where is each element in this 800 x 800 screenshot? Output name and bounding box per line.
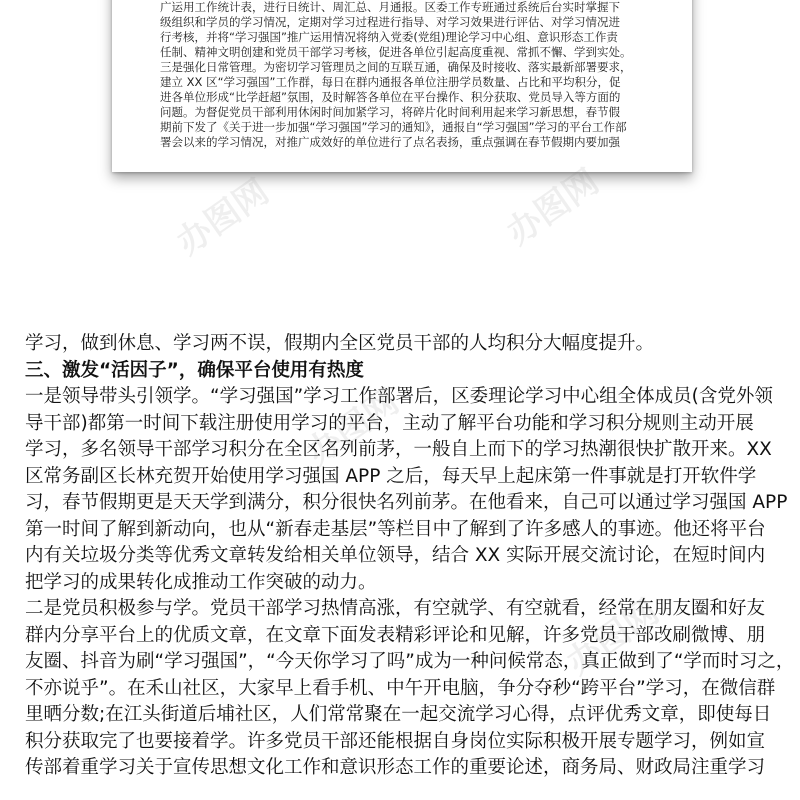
- paragraph-line: 导干部)都第一时间下载注册使用学习的平台，主动了解平台功能和学习积分规则主动开展: [25, 412, 754, 434]
- paragraph-line: 区常务副区长林充贺开始使用学习强国 APP 之后，每天早上起床第一件事就是打开软件学: [25, 465, 757, 487]
- watermark-logo: 办图网: [299, 381, 407, 474]
- paragraph-line: 习，春节假期更是天天学到满分，积分很快名列前茅。在他看来，自己可以通过学习强国 APP: [25, 492, 788, 513]
- document-preview-card: [112, 0, 692, 172]
- preview-line: 级组织和学员的学习情况，定期对学习过程进行指导、对学习效果进行评估、对学习情况进: [160, 15, 620, 29]
- paragraph-line: 把学习的成果转化成推动工作突破的动力。: [25, 571, 377, 593]
- watermark-logo: 办图网: [559, 591, 667, 684]
- paragraph-line: 学习，做到休息、学习两不误，假期内全区党员干部的人均积分大幅度提升。: [25, 333, 655, 354]
- paragraph-line: 群内分享平台上的优质文章，在文章下面发表精彩评论和见解，许多党员干部改刷微博、朋: [25, 624, 766, 646]
- paragraph-line: 学习，多名领导干部学习积分在全区名列前茅，一般自上而下的学习热潮很快扩散开来。XX: [25, 439, 772, 460]
- paragraph-line: 友圈、抖音为刷“学习强国”，“今天你学习了吗”成为一种问候常态，真正做到了“学而时习之，: [25, 651, 795, 672]
- paragraph-line: 传部着重学习关于宣传思想文化工作和意识形态工作的重要论述，商务局、财政局注重学习: [25, 757, 766, 778]
- preview-line: 行考核，并将“学习强国”推广运用情况将纳入党委(党组)理论学习中心组、意识形态工作责: [160, 30, 618, 44]
- preview-line: 任制、精神文明创建和党员干部学习考核，促进各单位引起高度重视、常抓不懈、学到实处。: [160, 45, 632, 59]
- preview-line: 进各单位形成“比学赶超”氛围，及时解答各单位在平台操作、积分获取、党员导入等方面的: [160, 90, 621, 104]
- paragraph-line: 二是党员积极参与学。党员干部学习热情高涨，有空就学、有空就看，经常在朋友圈和好友: [25, 598, 766, 619]
- preview-text-block: [160, 0, 660, 168]
- paragraph-line: 内有关垃圾分类等优秀文章转发给相关单位领导，结合 XX 实际开展交流讨论，在短时间内: [25, 545, 766, 566]
- preview-line: 广运用工作统计表，进行日统计、周汇总、月通报。区委工作专班通过系统后台实时掌握下: [160, 0, 620, 14]
- document-body: [25, 331, 795, 782]
- watermark-logo: 办图网: [499, 161, 607, 254]
- paragraph-line: 里晒分数;在江头街道后埔社区，人们常常聚在一起交流学习心得，点评优秀文章，即使每日: [25, 704, 772, 725]
- watermark-logo: 办图网: [169, 171, 277, 264]
- paragraph-line: 一是领导带头引领学。“学习强国”学习工作部署后，区委理论学习中心组全体成员(含党外领: [25, 386, 773, 407]
- preview-line: 三是强化日常管理。为密切学习管理员之间的互联互通，确保及时接收、落实最新部署要求，: [160, 60, 632, 74]
- preview-line: 期前下发了《关于进一步加强“学习强国”学习的通知》，通报自“学习强国”学习的平台工作部: [160, 120, 627, 134]
- paragraph-line: 积分获取完了也要接着学。许多党员干部还能根据自身岗位实际积极开展专题学习，例如宣: [25, 730, 766, 752]
- section-heading: 三、激发“活因子”，确保平台使用有热度: [25, 359, 364, 381]
- paragraph-line: 第一时间了解到新动向，也从“新春走基层”等栏目中了解到了许多感人的事迹。他还将平台: [25, 518, 766, 540]
- paragraph-line: 不亦说乎”。在禾山社区，大家早上看手机、中午开电脑，争分夺秒“跨平台”学习，在微信群: [25, 677, 776, 699]
- preview-line: 署会以来的学习情况，对推广成效好的单位进行了点名表扬，重点强调在春节假期内要加强: [160, 135, 620, 149]
- preview-line: 建立 XX 区“学习强国”工作群，每日在群内通报各单位注册学员数量、占比和平均积分，促: [160, 75, 621, 89]
- preview-line: 问题。为督促党员干部利用休闲时间加紧学习，将碎片化时间利用起来学习新思想，春节假: [160, 105, 620, 119]
